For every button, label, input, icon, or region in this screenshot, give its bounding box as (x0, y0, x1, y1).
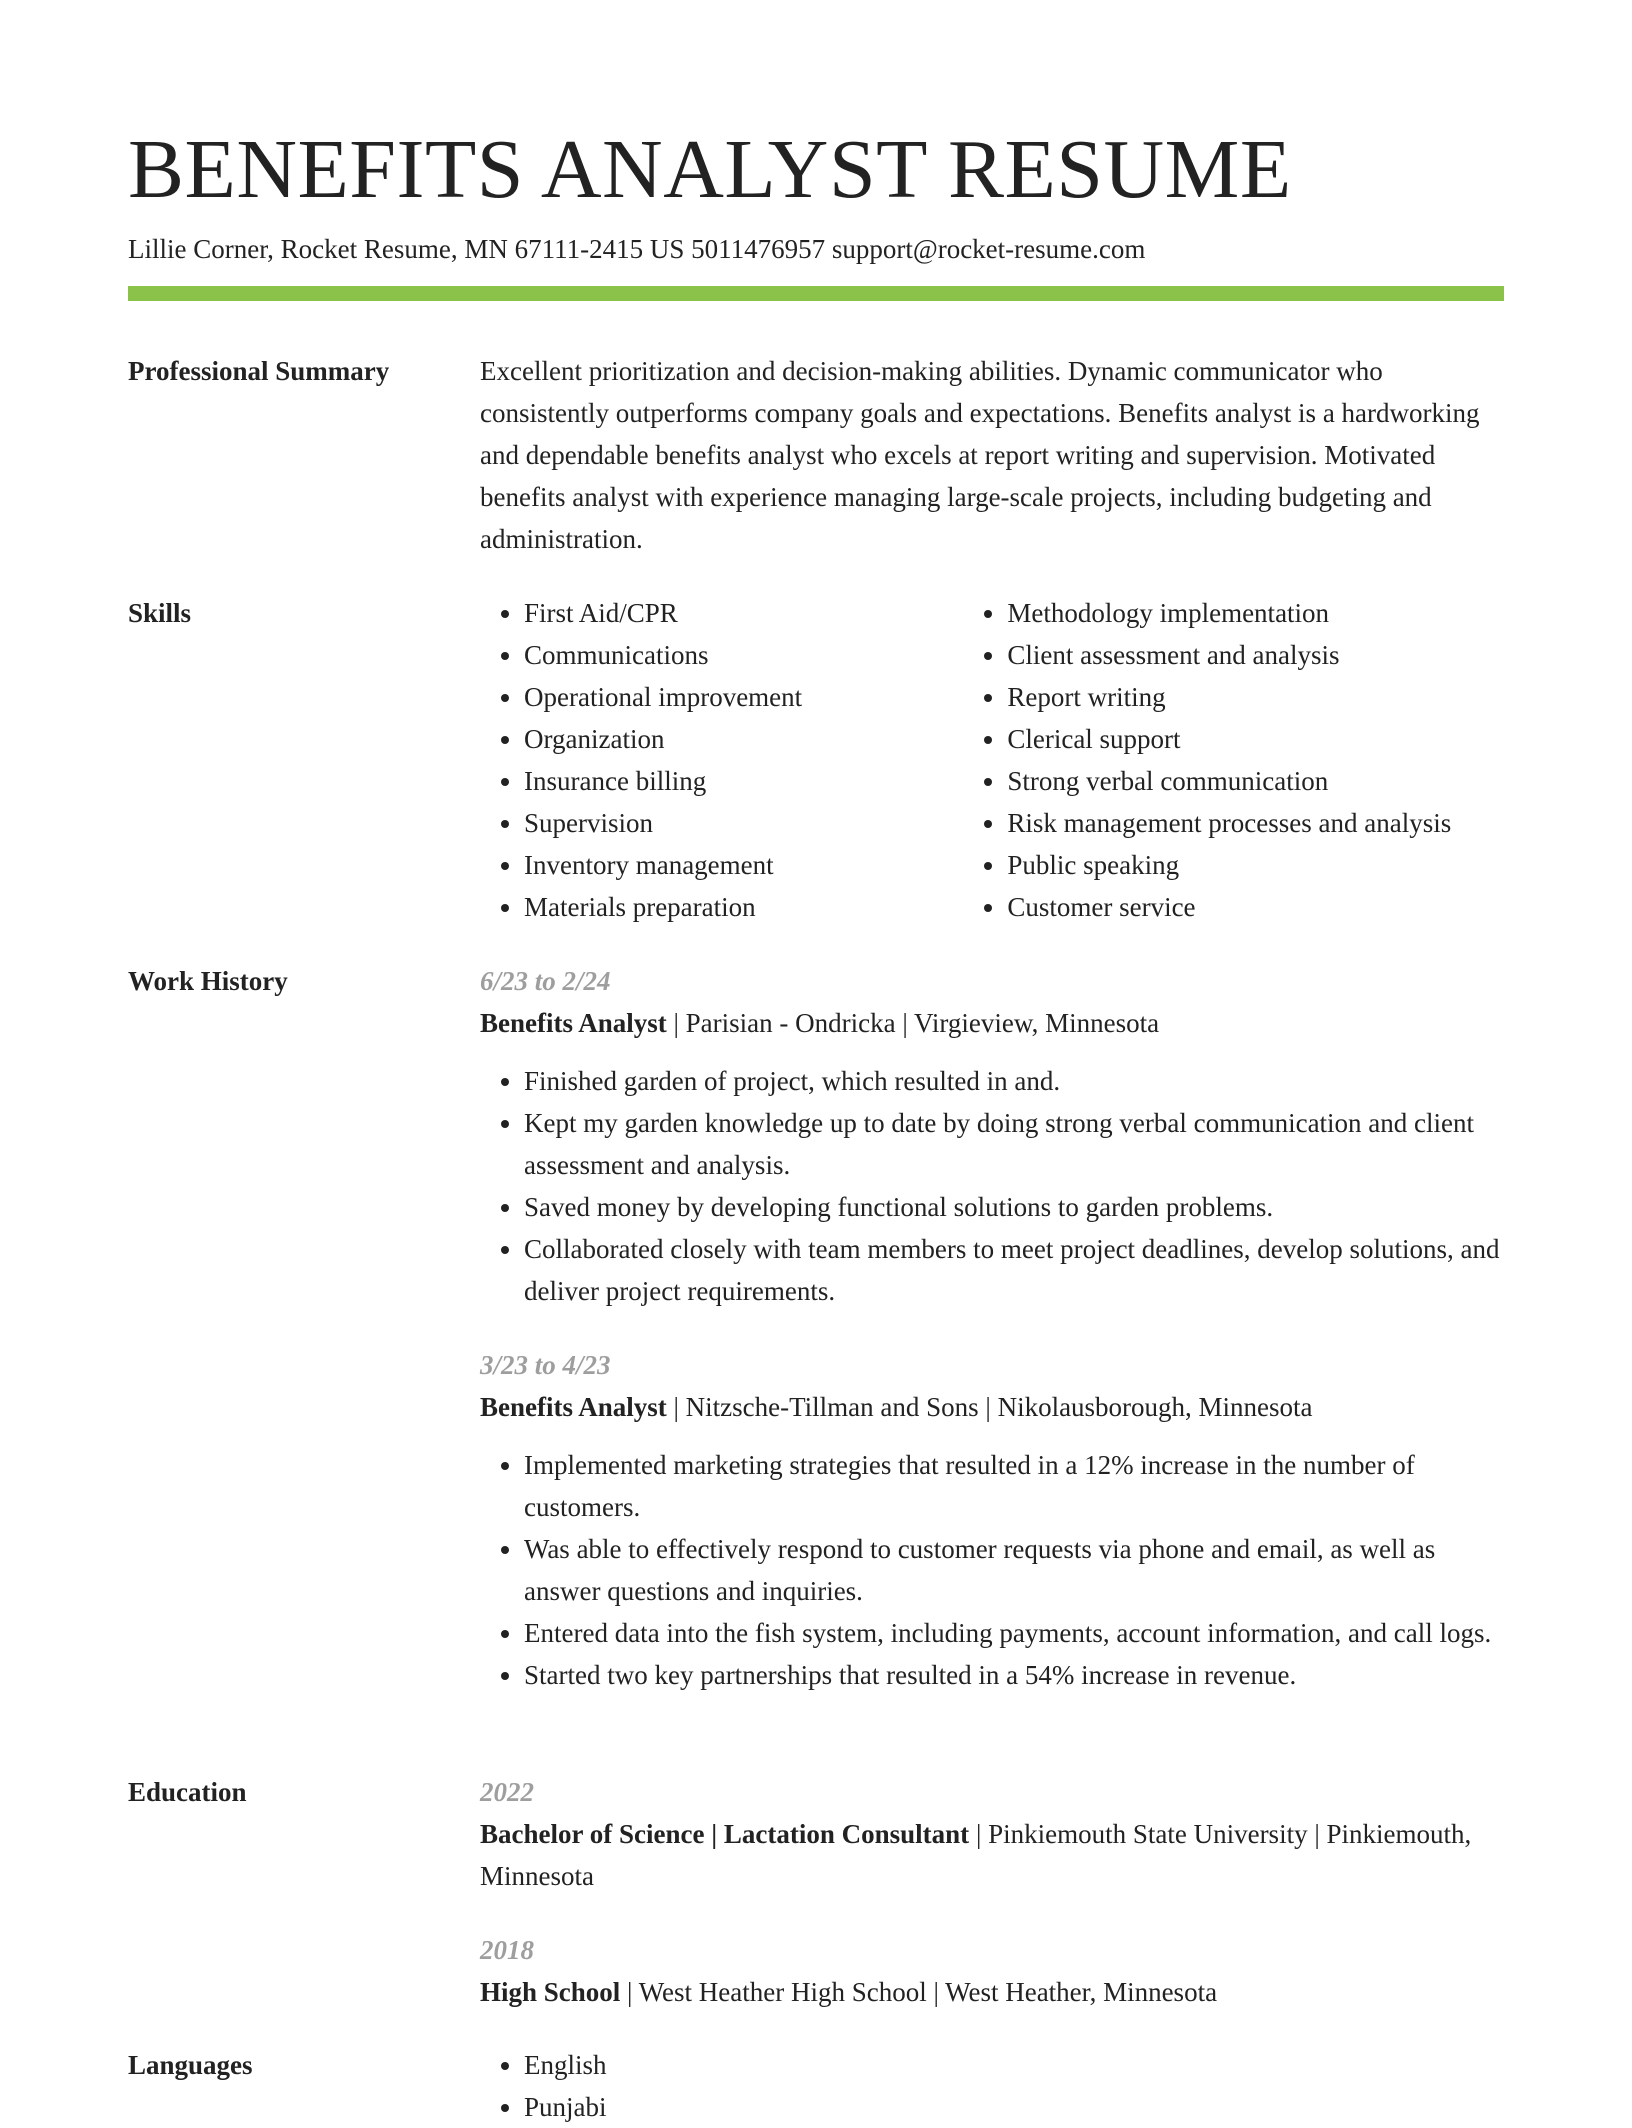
skill-item: • Supervision (524, 802, 963, 844)
work-history-label: Work History (128, 966, 288, 996)
skill-item: • Strong verbal communication (1007, 760, 1504, 802)
skill-item: • Inventory management (524, 844, 963, 886)
education-year: 2018 (480, 1935, 534, 1965)
accent-divider (128, 286, 1504, 301)
skill-item: • Risk management processes and analysis (1007, 802, 1504, 844)
education-school: | Pinkiemouth State University | Pinkiemouth, Minnesota (480, 1819, 1472, 1891)
job-entry (480, 1344, 1504, 1696)
education-entry (480, 1771, 1504, 1897)
job-bullet: • Started two key partnerships that resulted in a 54% increase in revenue. (524, 1654, 1504, 1696)
summary-text: Excellent prioritization and decision-making abilities. Dynamic communicator who consistently outperforms company goals and expectations. Benefits analyst is a hardworking and dependable benefits analyst who excels at report writing and supervision. Motivated benefits analyst with experience managing large-scale projects, including budgeting and administration. (480, 356, 1480, 554)
skill-item: • First Aid/CPR (524, 592, 963, 634)
languages-label: Languages (128, 2050, 253, 2080)
job-bullet: • Finished garden of project, which resulted in and. (524, 1060, 1504, 1102)
job-bullets (480, 1444, 1504, 1696)
education-entry (480, 1929, 1504, 2013)
language-item: • Punjabi (524, 2086, 1504, 2128)
job-bullet: • Kept my garden knowledge up to date by doing strong verbal communication and client assessment and analysis. (524, 1102, 1504, 1186)
skill-item: • Operational improvement (524, 676, 963, 718)
skills-label: Skills (128, 598, 192, 628)
job-header (480, 1386, 1504, 1428)
skill-item: • Communications (524, 634, 963, 676)
skill-item: • Materials preparation (524, 886, 963, 928)
education-year: 2022 (480, 1777, 534, 1807)
job-company-location: | Parisian - Ondricka | Virgieview, Minnesota (666, 1008, 1160, 1038)
education-label: Education (128, 1777, 247, 1807)
education-details (480, 1971, 1504, 2013)
skill-item: • Methodology implementation (1007, 592, 1504, 634)
skill-item: • Insurance billing (524, 760, 963, 802)
job-dates: 6/23 to 2/24 (480, 966, 611, 996)
skills-list-right (963, 592, 1504, 928)
skill-item: • Customer service (1007, 886, 1504, 928)
job-bullet: • Collaborated closely with team members to meet project deadlines, develop solutions, and deliver project requirements. (524, 1228, 1504, 1312)
job-bullets (480, 1060, 1504, 1312)
skill-item: • Report writing (1007, 676, 1504, 718)
education-school: | West Heather High School | West Heather, Minnesota (620, 1977, 1218, 2007)
job-title: Benefits Analyst (480, 1008, 667, 1038)
skill-item: • Client assessment and analysis (1007, 634, 1504, 676)
summary-label: Professional Summary (128, 356, 390, 386)
job-bullet: • Was able to effectively respond to customer requests via phone and email, as well as answer questions and inquiries. (524, 1528, 1504, 1612)
skill-item: • Clerical support (1007, 718, 1504, 760)
contact-line: Lillie Corner, Rocket Resume, MN 67111-2415 US 5011476957 support@rocket-resume.com (128, 234, 1146, 264)
resume-title: BENEFITS ANALYST RESUME (128, 123, 1292, 216)
job-dates: 3/23 to 4/23 (480, 1350, 611, 1380)
job-bullet: • Implemented marketing strategies that resulted in a 12% increase in the number of customers. (524, 1444, 1504, 1528)
skill-item: • Public speaking (1007, 844, 1504, 886)
languages-list (480, 2044, 1504, 2128)
job-company-location: | Nitzsche-Tillman and Sons | Nikolausborough, Minnesota (666, 1392, 1313, 1422)
job-title: Benefits Analyst (480, 1392, 667, 1422)
skills-list-left (480, 592, 963, 928)
language-item: • English (524, 2044, 1504, 2086)
job-bullet: • Entered data into the fish system, including payments, account information, and call logs. (524, 1612, 1504, 1654)
education-details (480, 1813, 1504, 1897)
job-header (480, 1002, 1504, 1044)
job-entry (480, 960, 1504, 1312)
education-degree: High School (480, 1977, 621, 2007)
education-degree: Bachelor of Science | Lactation Consultant (480, 1819, 970, 1849)
job-bullet: • Saved money by developing functional solutions to garden problems. (524, 1186, 1504, 1228)
skill-item: • Organization (524, 718, 963, 760)
